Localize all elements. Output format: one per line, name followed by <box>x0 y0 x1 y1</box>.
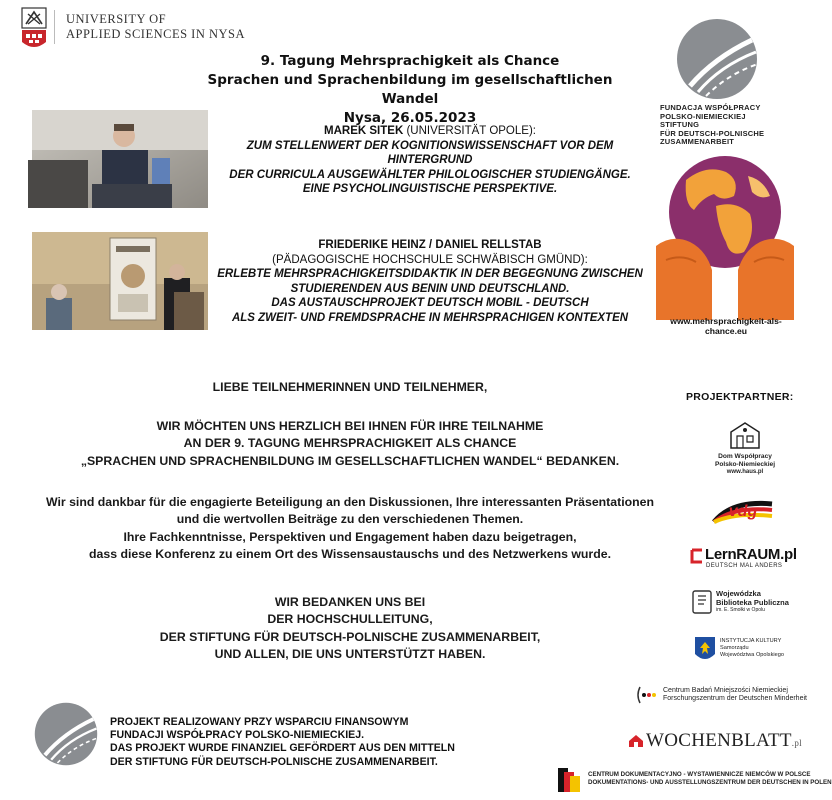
letter-body-line1: Wir sind dankbar für die engagierte Beteiligung an den Diskussionen, Ihre interessanten Präsentationen <box>45 495 655 509</box>
letter-thanks <box>40 418 660 470</box>
partner-vdg-logo[interactable] <box>712 496 774 524</box>
speaker-photo-sitek <box>32 110 208 208</box>
talk-affiliation: (PÄDAGOGISCHE HOCHSCHULE SCHWÄBISCH GMÜND): <box>272 253 588 266</box>
partner-opolskie-logo[interactable] <box>694 636 794 666</box>
funding-notice-line4: DER STIFTUNG FÜR DEUTSCH-POLNISCHE ZUSAMMENARBEIT. <box>110 755 438 768</box>
foundation-name-pl-2: POLSKO-NIEMIECKIEJ <box>660 111 746 121</box>
cdw-name-de: DOKUMENTATIONS- UND AUSSTELLUNGSZENTRUM DER DEUTSCHEN IN POLEN <box>588 779 832 786</box>
opolskie-line2: Samorządu <box>720 645 749 651</box>
partners-heading: PROJEKTPARTNER: <box>686 391 794 403</box>
wbp-name-1: Wojewódzka <box>716 589 761 598</box>
university-crest-logo <box>22 8 46 52</box>
letter-closing-line2: DER HOCHSCHULLEITUNG, <box>267 612 433 627</box>
talk-speaker: FRIEDERIKE HEINZ / DANIEL RELLSTAB <box>318 239 542 251</box>
dom-wspolpracy-name-1: Dom Współpracy <box>718 453 772 460</box>
foundation-name-pl-1: FUNDACJA WSPÓŁPRACY <box>660 103 761 112</box>
letter-body-line2: und die wertvollen Beiträge zu den verschiedenen Themen. <box>176 512 524 527</box>
partner-dom-wspolpracy[interactable] <box>700 420 790 476</box>
headline-title: 9. Tagung Mehrsprachigkeit als Chance <box>260 53 560 69</box>
funding-notice-line2: FUNDACJI WSPÓŁPRACY POLSKO-NIEMIECKIEJ. <box>110 729 365 742</box>
opolskie-eagle-shield-icon <box>694 636 716 664</box>
cdw-name-pl: CENTRUM DOKUMENTACYJNO - WYSTAWIENNICZE NIEMCÓW W POLSCE <box>588 771 811 778</box>
funding-notice-line3: DAS PROJEKT WURDE FINANZIEL GEFÖRDERT AUS DEN MITTELN <box>110 742 455 755</box>
headline-subtitle: Sprachen und Sprachenbildung im gesellschaftlichen Wandel <box>207 72 613 107</box>
library-book-icon <box>692 590 712 614</box>
talk-speaker: MAREK SITEK <box>324 125 404 137</box>
wochenblatt-house-icon <box>628 734 644 748</box>
vdg-wordmark: vdg <box>728 503 758 520</box>
partner-cdw-logo[interactable] <box>556 764 832 796</box>
dom-wspolpracy-name-2: Polsko-Niemieckiej <box>714 461 776 468</box>
letter-closing-line1: WIR BEDANKEN UNS BEI <box>274 595 426 609</box>
university-name-line2: APPLIED SCIENCES IN NYSA <box>66 27 246 41</box>
dom-wspolpracy-url: www.haus.pl <box>726 469 764 475</box>
headline-place-date: Nysa, 26.05.2023 <box>343 110 477 126</box>
foundation-name-de-2: FÜR DEUTSCH-POLNISCHE <box>660 128 765 138</box>
talk-affiliation: (UNIVERSITÄT OPOLE): <box>403 125 536 137</box>
wochenblatt-tld: .pl <box>791 738 802 748</box>
foundation-name <box>660 104 790 147</box>
talk-speaker-line <box>215 124 645 139</box>
funding-notice-line1: PROJEKT REALIZOWANY PRZY WSPARCIU FINANSOWYM <box>110 716 409 728</box>
wochenblatt-wordmark: WOCHENBLATT <box>646 730 792 751</box>
cbmn-name-pl: Centrum Badań Mniejszości Niemieckiej <box>663 687 788 694</box>
talk-title-line1: ERLEBTE MEHRSPRACHIGKEITSDIDAKTIK IN DER BEGEGNUNG ZWISCHEN <box>217 268 643 281</box>
lernraum-bracket-icon <box>690 548 704 564</box>
partner-cbmn-logo[interactable] <box>636 685 807 705</box>
university-name <box>66 12 245 42</box>
opolskie-line3: Województwa Opolskiego <box>720 652 784 658</box>
partner-lernraum-logo[interactable] <box>690 546 795 574</box>
letter-greeting: LIEBE TEILNEHMERINNEN UND TEILNEHMER, <box>212 380 488 394</box>
wbp-name-3: im. E. Smołki w Opolu <box>716 607 765 613</box>
talk-title-line3: EINE PSYCHOLINGUISTISCHE PERSPEKTIVE. <box>302 183 558 196</box>
lernraum-wordmark: LernRAUM.pl <box>705 546 797 563</box>
globe-hands-logo <box>656 150 794 320</box>
letter-body-line3: Ihre Fachkenntnisse, Perspektiven und Engagement haben dazu beigetragen, <box>123 529 577 544</box>
foundation-road-logo <box>676 18 758 100</box>
letter-body-line4: dass diese Konferenz zu einem Ort des Wissensaustauschs und des Netzwerkens wurde. <box>89 547 611 562</box>
university-name-line1: UNIVERSITY OF <box>66 12 167 26</box>
letter-closing-line4: UND ALLEN, DIE UNS UNTERSTÜTZT HABEN. <box>214 647 486 662</box>
talk-title-line2: STUDIERENDEN AUS BENIN UND DEUTSCHLAND. <box>290 282 570 295</box>
speaker-photo-heinz-rellstab <box>32 232 208 330</box>
talk-heinz-rellstab <box>215 238 645 326</box>
wbp-name-2: Biblioteka Publiczna <box>716 597 789 607</box>
letter-thanks-line1: WIR MÖCHTEN UNS HERZLICH BEI IHNEN FÜR IHRE TEILNAHME <box>156 419 544 433</box>
letter-closing-line3: DER STIFTUNG FÜR DEUTSCH-POLNISCHE ZUSAMMENARBEIT, <box>159 629 541 644</box>
opolskie-line1: INSTYTUCJA KULTURY <box>720 638 782 644</box>
talk-title-line2: DER CURRICULA AUSGEWÄHLTER PHILOLOGISCHER STUDIENGÄNGE. <box>229 168 631 181</box>
cbmn-dots-icon <box>636 685 660 705</box>
partner-wochenblatt-logo[interactable] <box>628 730 802 754</box>
partner-wbp-logo[interactable] <box>692 590 792 616</box>
talk-sitek <box>215 124 645 197</box>
dom-wspolpracy-emblem-icon <box>727 420 763 450</box>
talk-title-line3: DAS AUSTAUSCHPROJEKT DEUTSCH MOBIL - DEUTSCH <box>271 297 589 310</box>
foundation-name-de-3: ZUSAMMENARBEIT <box>660 137 735 147</box>
footer-foundation-road-logo <box>34 702 98 766</box>
website-link[interactable]: www.mehrsprachigkeit-als-chance.eu <box>670 316 782 336</box>
cbmn-name-de: Forschungszentrum der Deutschen Minderheit <box>663 695 807 703</box>
letter-closing <box>40 594 660 664</box>
funding-notice <box>110 716 550 769</box>
header-divider <box>54 10 55 44</box>
foundation-name-de-1: STIFTUNG <box>660 120 700 130</box>
letter-thanks-line3: „SPRACHEN UND SPRACHENBILDUNG IM GESELLSCHAFTLICHEN WANDEL“ BEDANKEN. <box>80 453 620 468</box>
letter-body <box>40 494 660 564</box>
talk-title-line1: ZUM STELLENWERT DER KOGNITIONSWISSENSCHAFT VOR DEM HINTERGRUND <box>246 139 614 167</box>
cdw-blocks-icon <box>556 764 584 794</box>
lernraum-tagline: DEUTSCH MAL ANDERS <box>706 563 783 569</box>
talk-title-line4: ALS ZWEIT- UND FREMDSPRACHE IN MEHRSPRACHIGEN KONTEXTEN <box>231 311 629 324</box>
letter-thanks-line2: AN DER 9. TAGUNG MEHRSPRACHIGKEIT ALS CHANCE <box>183 436 517 451</box>
conference-headline <box>200 52 620 128</box>
